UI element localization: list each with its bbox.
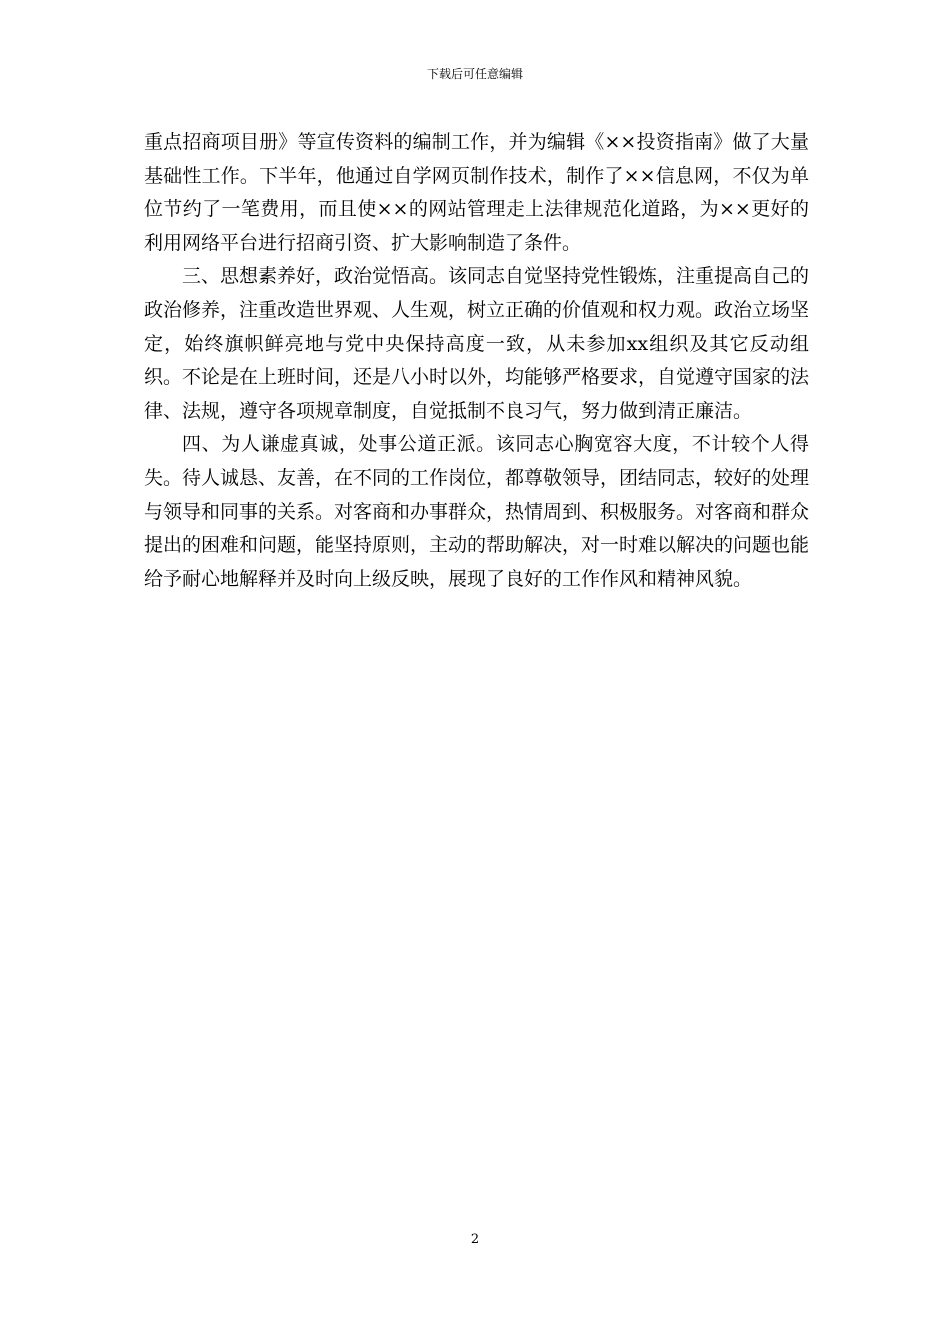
paragraph-continuation: 重点招商项目册》等宣传资料的编制工作，并为编辑《××投资指南》做了大量基础性工作。下半年，他通过自学网页制作技术，制作了××信息网，不仅为单位节约了一笔费用，而且使××的网站管理走上法律规范化道路，为××更好的利用网络平台进行招商引资、扩大影响制造了条件。 xyxy=(144,131,809,254)
paragraph-character: 四、为人谦虚真诚，处事公道正派。该同志心胸宽容大度，不计较个人得失。待人诚恳、友善，在不同的工作岗位，都尊敬领导，团结同志，较好的处理与领导和同事的关系。对客商和办事群众，热情周到、积极服务。对客商和群众提出的困难和问题，能坚持原则，主动的帮助解决，对一时难以解决的问题也能给予耐心地解释并及时向上级反映，展现了良好的工作作风和精神风貌。 xyxy=(144,433,810,590)
document-body xyxy=(144,126,809,596)
page-header: 下载后可任意编辑 xyxy=(426,67,523,81)
paragraph-political-quality: 三、思想素养好，政治觉悟高。该同志自觉坚持党性锻炼，注重提高自己的政治修养，注重改造世界观、人生观，树立正确的价值观和权力观。政治立场坚定，始终旗帜鲜亮地与党中央保持高度一致，从未参加xx组织及其它反动组织。不论是在上班时间，还是八小时以外，均能够严格要求，自觉遵守国家的法律、法规，遵守各项规章制度，自觉抵制不良习气，努力做到清正廉洁。 xyxy=(144,265,810,422)
page-number: 2 xyxy=(470,1232,480,1247)
